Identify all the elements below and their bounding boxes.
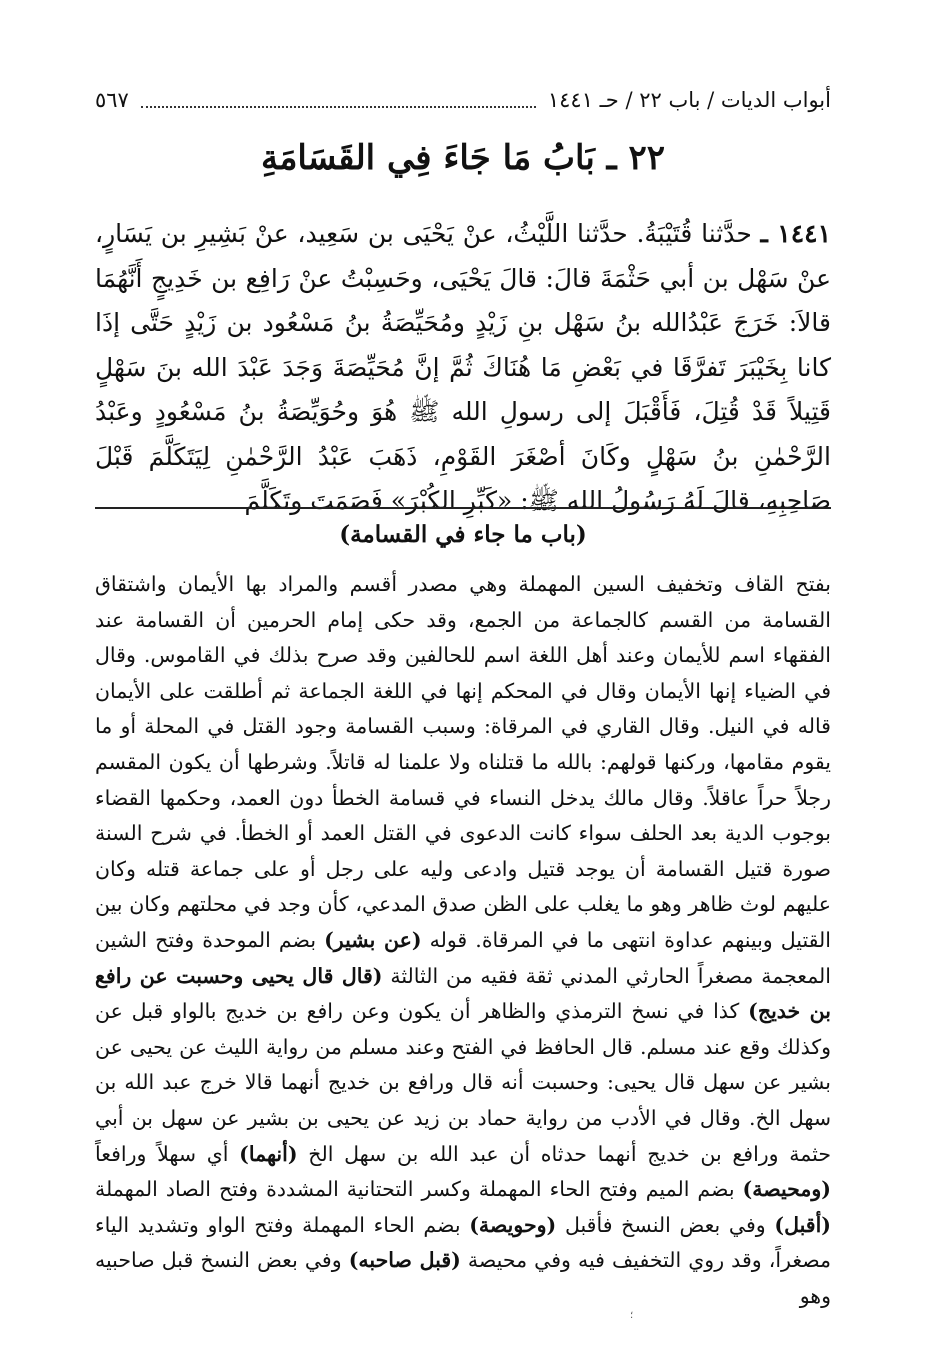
commentary-segment: بضم الميم وفتح الحاء المهملة وكسر التحتانية المشددة وفتح الصاد المهملة [95,1177,743,1202]
hadith-body: حدَّثنا قُتَيْبَةُ. حدَّثنا اللَّيْثُ، عنْ يَحْيَى بن سَعِيد، عنْ بَشِيرِ بن يَسَارٍ، عنْ سَهْل بن أبي حَثْمَةَ قالَ: قالَ يَحْيَى، وحَسِبْتُ عنْ رَافِع بن خَدِيجٍ أَنَّهُمَا قالاَ: خَرَجَ عَبْدُالله بنُ سَهْل بنِ زَيْدٍ ومُحَيِّصَةُ بنُ مَسْعُود بن زَيْدٍ حَتَّى إذَا كانا بِخَيْبَرَ تَفرَّقَا في بَعْضِ مَا هُنَاكَ ثُمَّ إنَّ مُحَيِّصَةَ وَجَدَ عَبْدَ الله بنَ سَهْلٍ قَتِيلاً قَدْ قُتِلَ، فَأَقْبَلَ إلى رسولِ الله ﷺ هُوَ وحُوَيِّصَةُ بنُ مَسْعُودٍ وعَبْدُ الرَّحْمٰنِ بنُ سَهْلٍ وكَانَ أصْغَرَ القَوْمِ، ذَهَبَ عَبْدُ الرَّحْمٰنِ لِيَتَكَلَّمَ قَبْلَ صَاحِبِهِ، قالَ لَهُ رَسُولُ الله ﷺ: «كَبِّرِ الكُبْرَ» فَصَمَتَ وتَكَلَّمَ [95,219,831,515]
commentary-keyword: (قبل صاحبه) [348,1248,461,1273]
hadith-number: ١٤٤١ ـ [760,219,832,248]
commentary-keyword: (عن بشير) [324,927,422,952]
running-head-title: أبواب الديات / باب ٢٢ / حـ ١٤٤١ [547,88,831,112]
commentary-segment: بفتح القاف وتخفيف السين المهملة وهي مصدر أقسم والمراد بها الأيمان واشتقاق القسامة من القسم كالجماعة من الجمع، وقد حكى إمام الحرمين أن القسامة عند الفقهاء اسم للأيمان وعند أهل اللغة اسم للحالفين وقد صرح بذلك في القاموس. وقال في الضياء إنها الأيمان وقال في المحكم إنها في اللغة الجماعة ثم أطلقت على الأيمان قاله في النيل. وقال القاري في المرقاة: وسبب القسامة وجود القتل في المحلة أو ما يقوم مقامها، وركنها قولهم: بالله ما قتلناه ولا علمنا له قاتلاً. وشرطها أن يكون المقسم رجلاً حراً عاقلاً. وقال مالك يدخل النساء في قسامة الخطأ دون العمد، وحكمها القضاء بوجوب الدية بعد الحلف سواء كانت الدعوى في القتل العمد أو الخطأ. في شرح السنة صورة قتيل القسامة أن يوجد قتيل وادعى وليه على رجل أو على جماعة قتله وكان عليهم لوث ظاهر وهو ما يغلب على الظن صدق المدعي، كأن وجد في محلتهم وكان بين القتيل وبينهم عداوة انتهى ما في المرقاة. قوله [95,572,831,952]
chapter-title: ٢٢ ـ بَابُ مَا جَاءَ فِي القَسَامَةِ [260,138,665,178]
commentary-text-block [95,567,831,1314]
commentary-segment: وفي بعض النسخ فأقبل [556,1212,775,1237]
commentary-segment: أي سهلاً ورافعاً [95,1141,240,1166]
commentary-keyword: (أقبل) [774,1212,831,1237]
hadith-text-block [95,212,831,524]
page-mark: ؛ [630,1310,634,1321]
commentary-segment: وفي بعض النسخ قبل صاحبيه وهو [95,1248,831,1308]
commentary-keyword: (وحويصة) [469,1212,557,1237]
commentary-segment: بضم الحاء المهملة وفتح الواو وتشديد الياء مصغراً، وقد روي التخفيف فيه وفي محيصة [95,1212,831,1273]
commentary-heading: (باب ما جاء في القسامة) [339,521,587,548]
commentary-segment: كذا في نسخ الترمذي والظاهر أن يكون وعن رافع بن خديج بالواو قبل عن وكذلك وقع عند مسلم. قال الحافظ في الفتح وعند مسلم من رواية الليث عن يحيى عن بشير عن سهل قال يحيى: وحسبت أنه قال ورافع بن خديج أنهما قالا خرج عبد الله بن سهل الخ. وقال في الأدب من رواية حماد بن زيد عن يحيى بن بشير عن سهل بن أبي حثمة ورافع بن خديج أنهما حدثاه أن عبد الله بن سهل الخ [95,999,831,1166]
commentary-keyword: (أنهما) [239,1141,298,1166]
dotted-leader [141,92,536,108]
section-divider [95,507,831,509]
commentary-segment: بضم الموحدة وفتح الشين المعجمة مصغراً الحارثي المدني ثقة فقيه من الثالثة [95,927,831,988]
commentary-keyword: (قال قال يحيى وحسبت عن رافع بن خديج) [95,963,831,1024]
commentary-keyword: (ومحيصة) [742,1177,831,1202]
page-number: ٥٦٧ [95,88,129,112]
running-header [95,82,831,118]
